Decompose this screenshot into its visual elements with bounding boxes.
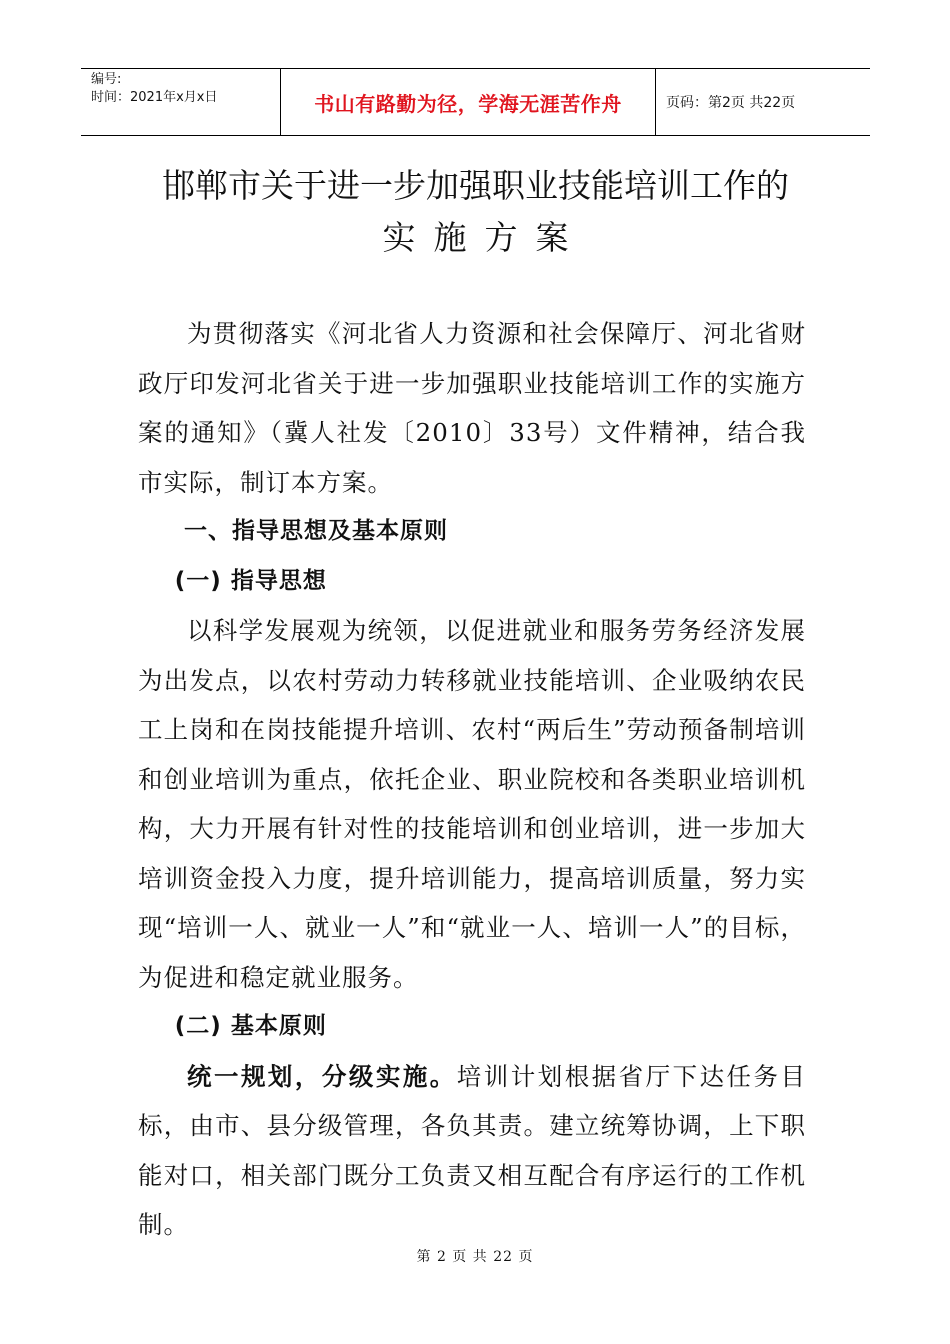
principle-paragraph-1: [138, 1052, 806, 1250]
page-footer: 第 2 页 共 22 页: [416, 1249, 534, 1265]
document-number-label: 编号:: [91, 72, 122, 87]
subsection-heading-1: (一) 指导思想: [174, 567, 327, 594]
principle-lead: 统一规划，分级实施。: [187, 1061, 457, 1091]
document-body: [138, 309, 806, 1250]
header-motto-cell: [281, 69, 656, 135]
header-meta: [81, 69, 281, 135]
document-header: [81, 68, 870, 136]
header-motto: 书山有路勤为径，学海无涯苦作舟: [314, 91, 622, 116]
subsection-heading-2: (二) 基本原则: [174, 1013, 327, 1039]
header-page-info: 页码：第2页 共22页: [666, 95, 796, 111]
guiding-ideology-paragraph: 以科学发展观为统领，以促进就业和服务劳务经济发展为出发点，以农村劳动力转移就业技能培训、企业吸纳农民工上岗和在岗技能提升培训、农村“两后生”劳动预备制培训和创业培训为重点，依托企业、职业院校和各类职业培训机构，大力开展有针对性的技能培训和创业培训，进一步加大培训资金投入力度，提升培训能力，提高培训质量，努力实现“培训一人、就业一人”和“就业一人、培训一人”的目标，为促进和稳定就业服务。: [138, 616, 806, 992]
document-time-label: 时间：2021年x月x日: [91, 90, 218, 105]
header-page-info-cell: [656, 69, 870, 135]
title-line-2: 实施方案: [382, 218, 587, 257]
title-line-1: 邯郸市关于进一步加强职业技能培训工作的: [162, 166, 789, 205]
principle-text: 培训计划根据省厅下达任务目标，由市、县分级管理，各负其责。建立统筹协调，上下职能对口，相关部门既分工负责又相互配合有序运行的工作机制。: [138, 1061, 807, 1239]
section-heading-1: 一、指导思想及基本原则: [184, 518, 448, 544]
document-title: [81, 160, 870, 264]
intro-paragraph: 为贯彻落实《河北省人力资源和社会保障厅、河北省财政厅印发河北省关于进一步加强职业技能培训工作的实施方案的通知》（冀人社发〔2010〕33号）文件精神，结合我市实际，制订本方案。: [138, 319, 806, 497]
